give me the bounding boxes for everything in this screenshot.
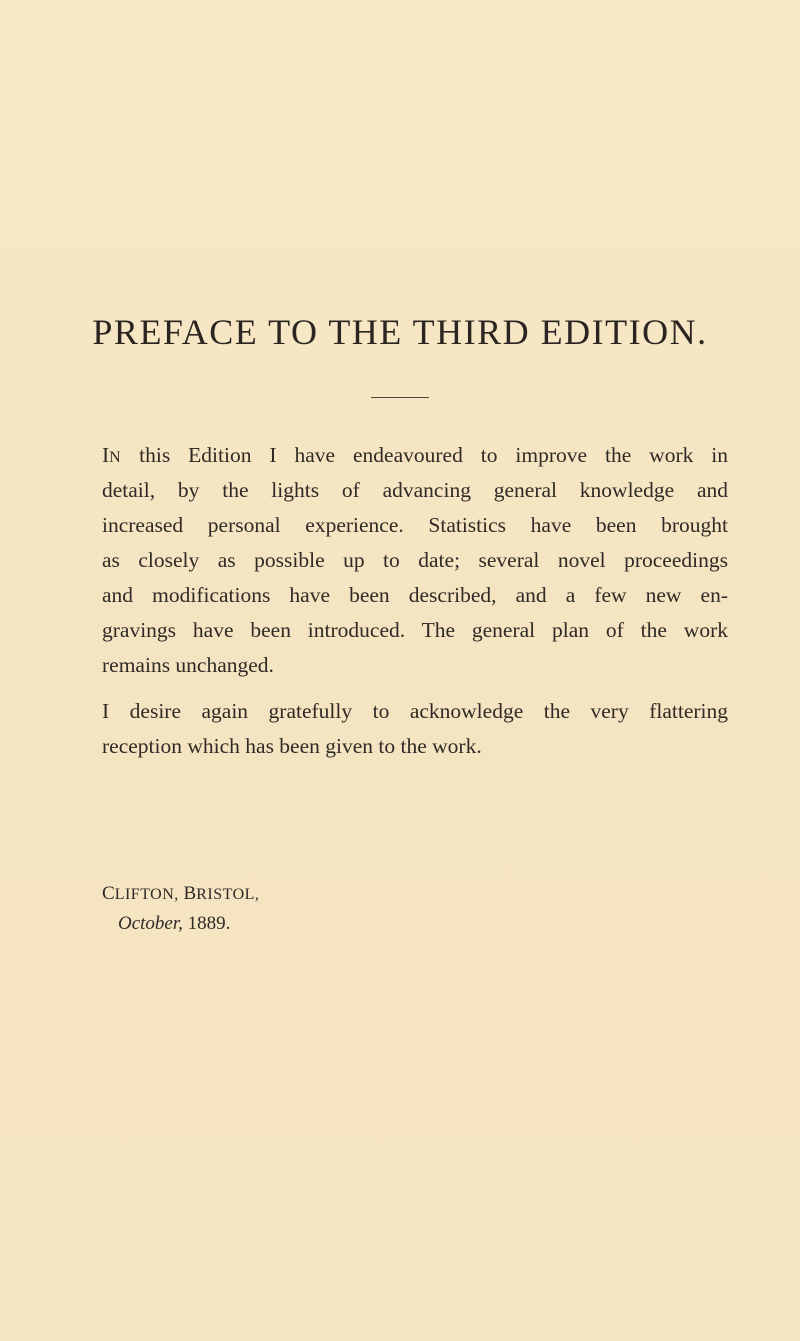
signature-date — [102, 909, 259, 938]
signature-place — [102, 879, 259, 909]
text-line: detail, by the lights of advancing general knowledge and — [102, 478, 728, 502]
line-text: this Edition I have endeavoured to improve the work in — [139, 443, 729, 467]
text-line: remains unchanged. — [102, 653, 274, 677]
signature-year: 1889. — [187, 913, 231, 934]
text-line: and modifications have been described, and a few new en- — [102, 583, 728, 607]
signature-block — [102, 879, 259, 938]
place-first-capital: C — [102, 883, 115, 904]
page-title: PREFACE TO THE THIRD EDITION. — [92, 312, 708, 352]
place-second-rest: RISTOL, — [196, 886, 260, 903]
lead-capital: I — [102, 443, 110, 467]
lead-smallcaps: N — [109, 449, 122, 466]
place-second-capital: B — [183, 883, 197, 904]
text-line: I desire again gratefully to acknowledge the very flattering — [102, 699, 728, 723]
title-rule — [371, 397, 429, 398]
preface-body — [102, 438, 728, 764]
paragraph-1 — [102, 438, 728, 683]
paragraph-2 — [102, 694, 728, 764]
text-line: increased personal experience. Statistics have been brought — [102, 513, 728, 537]
signature-month: October, — [118, 913, 183, 934]
text-line: gravings have been introduced. The general plan of the work — [102, 618, 728, 642]
text-line: as closely as possible up to date; several novel proceedings — [102, 548, 728, 572]
text-line — [102, 438, 728, 473]
text-line: reception which has been given to the work. — [102, 734, 482, 758]
place-first-rest: LIFTON, — [114, 886, 179, 903]
